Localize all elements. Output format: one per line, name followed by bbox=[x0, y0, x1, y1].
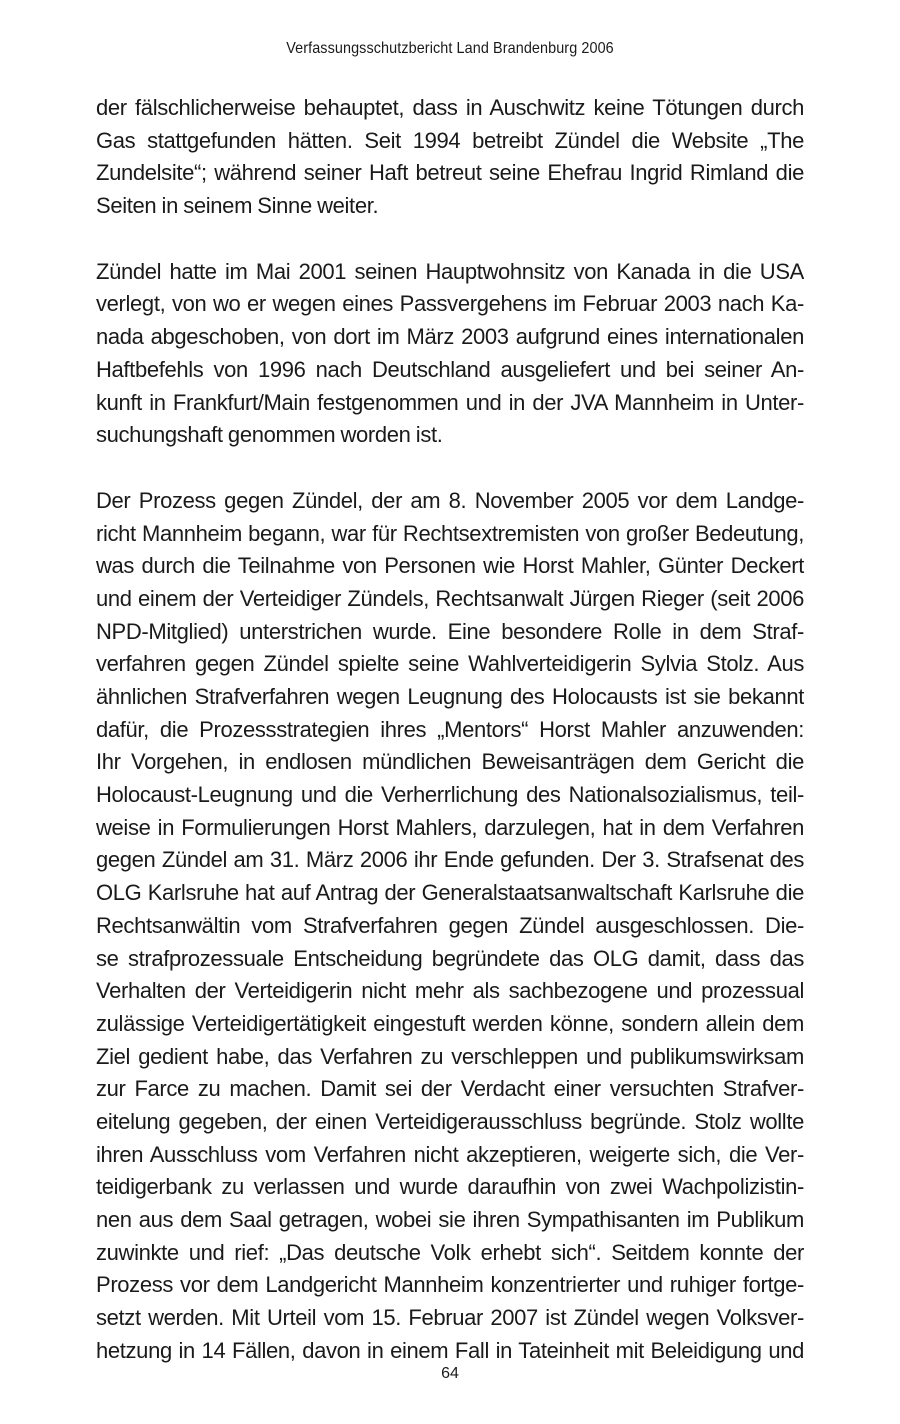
text-line: was durch die Teilnahme von Personen wie Horst Mahler, Günter Deckert bbox=[96, 553, 804, 579]
text-line: Verhalten der Verteidigerin nicht mehr als sachbezogene und prozessual bbox=[96, 978, 804, 1004]
text-line: Rechtsanwältin vom Strafverfahren gegen Zündel ausgeschlossen. Die- bbox=[96, 912, 804, 938]
text-line: Gas stattgefunden hätten. Seit 1994 betreibt Zündel die Website „The bbox=[96, 127, 804, 153]
text-line: verlegt, von wo er wegen eines Passvergehens im Februar 2003 nach Ka- bbox=[96, 291, 804, 317]
text-line: ihren Ausschluss vom Verfahren nicht akzeptieren, weigerte sich, die Ver- bbox=[96, 1141, 804, 1167]
body-text bbox=[96, 92, 804, 1400]
text-line: setzt werden. Mit Urteil vom 15. Februar 2007 ist Zündel wegen Volksver- bbox=[96, 1305, 804, 1331]
text-line: verfahren gegen Zündel spielte seine Wahlverteidigerin Sylvia Stolz. Aus bbox=[96, 651, 804, 677]
text-line: zulässige Verteidigertätigkeit eingestuft werden könne, sondern allein dem bbox=[96, 1010, 804, 1036]
text-line: NPD-Mitglied) unterstrichen wurde. Eine besondere Rolle in dem Straf- bbox=[96, 618, 804, 644]
text-line: dafür, die Prozessstrategien ihres „Mentors“ Horst Mahler anzuwenden: bbox=[96, 716, 804, 742]
text-line: gegen Zündel am 31. März 2006 ihr Ende gefunden. Der 3. Strafsenat des bbox=[96, 847, 804, 873]
text-line: kunft in Frankfurt/Main festgenommen und in der JVA Mannheim in Unter- bbox=[96, 389, 804, 415]
text-line: richt Mannheim begann, war für Rechtsextremisten von großer Bedeutung, bbox=[96, 520, 804, 546]
text-line: Ziel gedient habe, das Verfahren zu verschleppen und publikumswirksam bbox=[96, 1043, 804, 1069]
paragraph bbox=[96, 92, 804, 223]
page-number: 64 bbox=[441, 1365, 459, 1382]
text-line: Zundelsite“; während seiner Haft betreut seine Ehefrau Ingrid Rimland die bbox=[96, 160, 804, 186]
text-line: eitelung gegeben, der einen Verteidigerausschluss begründe. Stolz wollte bbox=[96, 1108, 804, 1134]
text-line: nen aus dem Saal getragen, wobei sie ihren Sympathisanten im Publikum bbox=[96, 1207, 804, 1232]
text-line: Seiten in seinem Sinne weiter. bbox=[96, 193, 379, 219]
text-line: hetzung in 14 Fällen, davon in einem Fall in Tateinheit mit Beleidigung und bbox=[96, 1337, 804, 1363]
text-line: nada abgeschoben, von dort im März 2003 aufgrund eines internationalen bbox=[96, 324, 804, 350]
text-line: zuwinkte und rief: „Das deutsche Volk erhebt sich“. Seitdem konnte der bbox=[96, 1239, 804, 1265]
text-line: weise in Formulierungen Horst Mahlers, darzulegen, hat in dem Verfahren bbox=[96, 814, 804, 840]
text-line: und einem der Verteidiger Zündels, Rechtsanwalt Jürgen Rieger (seit 2006 bbox=[96, 585, 804, 611]
text-line: suchungshaft genommen worden ist. bbox=[96, 422, 443, 448]
text-line: Holocaust-Leugnung und die Verherrlichung des Nationalsozialismus, teil- bbox=[96, 782, 804, 808]
running-header: Verfassungsschutzbericht Land Brandenburg 2006 bbox=[286, 40, 614, 57]
text-line: Der Prozess gegen Zündel, der am 8. November 2005 vor dem Landge- bbox=[96, 487, 804, 513]
text-line: Prozess vor dem Landgericht Mannheim konzentrierter und ruhiger fortge- bbox=[96, 1272, 804, 1298]
text-line: Ihr Vorgehen, in endlosen mündlichen Beweisanträgen dem Gericht die bbox=[96, 749, 804, 775]
text-line: ähnlichen Strafverfahren wegen Leugnung des Holocausts ist sie bekannt bbox=[96, 684, 804, 709]
text-line: teidigerbank zu verlassen und wurde daraufhin von zwei Wachpolizistin- bbox=[96, 1174, 804, 1200]
text-line: zur Farce zu machen. Damit sei der Verdacht einer versuchten Strafver- bbox=[96, 1076, 804, 1102]
paragraph bbox=[96, 256, 804, 452]
text-line: der fälschlicherweise behauptet, dass in Auschwitz keine Tötungen durch bbox=[96, 95, 804, 120]
paragraph bbox=[96, 485, 804, 1368]
text-line: Zündel hatte im Mai 2001 seinen Hauptwohnsitz von Kanada in die USA bbox=[96, 258, 804, 284]
text-line: se strafprozessuale Entscheidung begründete das OLG damit, dass das bbox=[96, 945, 804, 971]
text-line: OLG Karlsruhe hat auf Antrag der Generalstaatsanwaltschaft Karlsruhe die bbox=[96, 880, 804, 906]
text-line: Haftbefehls von 1996 nach Deutschland ausgeliefert und bei seiner An- bbox=[96, 356, 804, 382]
